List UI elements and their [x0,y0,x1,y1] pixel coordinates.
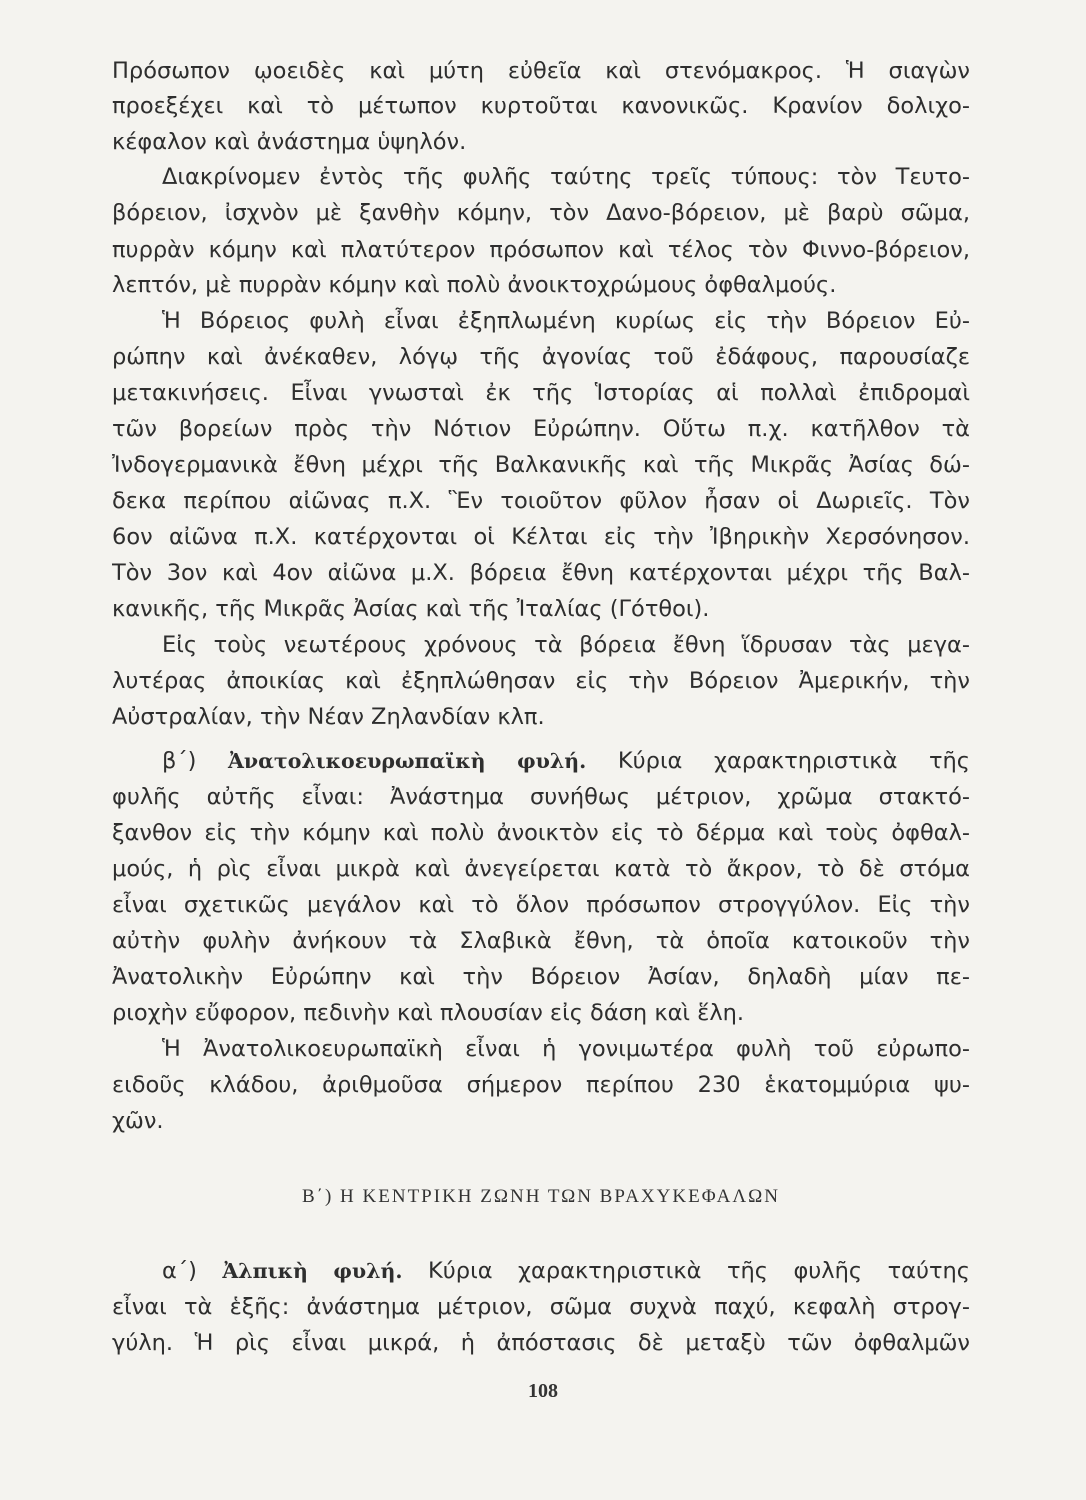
text-line: Εἰς τοὺς νεωτέρους χρόνους τὰ βόρεια ἔθνη ἵδρυσαν τὰς μεγα- [162,632,970,658]
text-line: λεπτόν, μὲ πυρρὰν κόμην καὶ πολὺ ἀνοικτοχρώμους ὀφθαλμούς. [112,272,837,298]
text-line: χῶν. [112,1108,164,1134]
section-heading: Β΄) Η ΚΕΝΤΡΙΚΗ ΖΩΝΗ ΤΩΝ ΒΡΑΧΥΚΕΦΑΛΩΝ [301,1186,781,1207]
section-b-marker: β΄) [162,748,197,774]
page-number: 108 [528,1380,558,1402]
text-line: δεκα περίπου αἰῶνας π.Χ. Ἓν τοιοῦτον φῦλον ἦσαν οἱ Δωριεῖς. Τὸν [112,488,970,514]
text-line: εἶναι τὰ ἑξῆς: ἀνάστημα μέτριον, σῶμα συχνὰ παχύ, κεφαλὴ στρογ- [112,1294,970,1320]
text-line: Ἡ Ἀνατολικοευρωπαϊκὴ εἶναι ἡ γονιμωτέρα φυλὴ τοῦ εὐρωπο- [162,1036,970,1062]
text-line: λυτέρας ἀποικίας καὶ ἐξηπλώθησαν εἰς τὴν Βόρειον Ἀμερικήν, τὴν [112,668,970,694]
section-b-first-line [112,744,970,778]
text-line: μετακινήσεις. Εἶναι γνωσταὶ ἐκ τῆς Ἱστορίας αἱ πολλαὶ ἐπιδρομαὶ [112,380,970,406]
text-line: Πρόσωπον ῳοειδὲς καὶ μύτη εὐθεῖα καὶ στενόμακρος. Ἡ σιαγὼν [112,58,970,84]
text-line: βόρειον, ἰσχνὸν μὲ ξανθὴν κόμην, τὸν Δανο-βόρειον, μὲ βαρὺ σῶμα, [112,200,970,226]
text-line: 6ον αἰῶνα π.Χ. κατέρχονται οἱ Κέλται εἰς τὴν Ἰβηρικὴν Χερσόνησον. [112,524,970,550]
section-a-marker: α΄) [162,1258,197,1284]
text-line: Τὸν 3ον καὶ 4ον αἰῶνα μ.Χ. βόρεια ἔθνη κατέρχονται μέχρι τῆς Βαλ- [112,560,970,586]
section-a-first-line-text: Κύρια χαρακτηριστικὰ τῆς φυλῆς ταύτης [428,1258,970,1284]
text-line: ειδοῦς κλάδου, ἀριθμοῦσα σήμερον περίπου 230 ἑκατομμύρια ψυ- [112,1072,970,1098]
text-line: τῶν βορείων πρὸς τὴν Νότιον Εὐρώπην. Οὕτω π.χ. κατῆλθον τὰ [112,416,970,442]
text-line: φυλῆς αὐτῆς εἶναι: Ἀνάστημα συνήθως μέτριον, χρῶμα στακτό- [112,784,970,810]
text-line: ρώπην καὶ ἀνέκαθεν, λόγῳ τῆς ἀγονίας τοῦ ἐδάφους, παρουσίαζε [112,344,970,370]
text-line: αὐτὴν φυλὴν ἀνήκουν τὰ Σλαβικὰ ἔθνη, τὰ ὁποῖα κατοικοῦν τὴν [112,928,970,954]
text-line: ριοχὴν εὔφορον, πεδινὴν καὶ πλουσίαν εἰς δάση καὶ ἕλη. [112,1000,745,1026]
section-b-title: Ἀνατολικοευρωπαϊκὴ φυλή. [228,749,587,773]
section-a-title: Ἀλπικὴ φυλή. [222,1259,403,1283]
text-line: Αὐστραλίαν, τὴν Νέαν Ζηλανδίαν κλπ. [112,704,545,730]
text-line: κανικῆς, τῆς Μικρᾶς Ἀσίας καὶ τῆς Ἰταλίας (Γότθοι). [112,596,710,622]
section-a-first-line [112,1254,970,1288]
text-line: Διακρίνομεν ἐντὸς τῆς φυλῆς ταύτης τρεῖς τύπους: τὸν Τευτο- [162,164,970,190]
text-line: κέφαλον καὶ ἀνάστημα ὑψηλόν. [112,129,467,155]
text-line: Ἀνατολικὴν Εὐρώπην καὶ τὴν Βόρειον Ἀσίαν, δηλαδὴ μίαν πε- [112,964,970,990]
text-line: πυρρὰν κόμην καὶ πλατύτερον πρόσωπον καὶ τέλος τὸν Φιννο-βόρειον, [112,237,970,263]
section-b-first-line-text: Κύρια χαρακτηριστικὰ τῆς [617,748,970,774]
text-line: προεξέχει καὶ τὸ μέτωπον κυρτοῦται κανονικῶς. Κρανίον δολιχο- [112,93,970,119]
text-line: μούς, ἡ ρὶς εἶναι μικρὰ καὶ ἀνεγείρεται κατὰ τὸ ἄκρον, τὸ δὲ στόμα [112,856,970,882]
text-line: ξανθον εἰς τὴν κόμην καὶ πολὺ ἀνοικτὸν εἰς τὸ δέρμα καὶ τοὺς ὀφθαλ- [112,820,970,846]
text-line: γύλη. Ἡ ρὶς εἶναι μικρά, ἡ ἀπόστασις δὲ μεταξὺ τῶν ὀφθαλμῶν [112,1330,970,1356]
text-line: εἶναι σχετικῶς μεγάλον καὶ τὸ ὅλον πρόσωπον στρογγύλον. Εἰς τὴν [112,892,970,918]
text-line: Ἡ Βόρειος φυλὴ εἶναι ἐξηπλωμένη κυρίως εἰς τὴν Βόρειον Εὐ- [162,308,970,334]
text-line: Ἰνδογερμανικὰ ἔθνη μέχρι τῆς Βαλκανικῆς καὶ τῆς Μικρᾶς Ἀσίας δώ- [112,452,970,478]
